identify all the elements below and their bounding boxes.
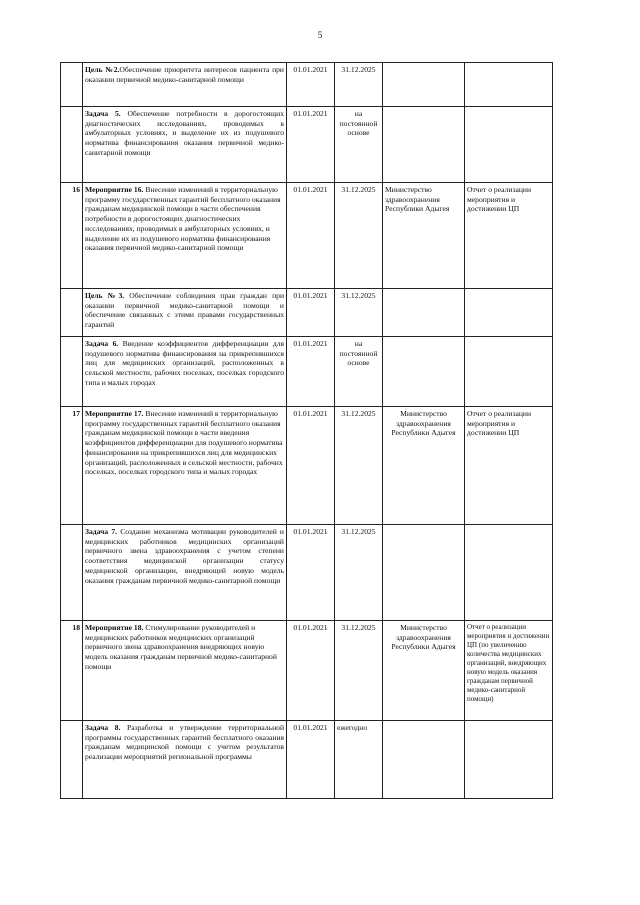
row-label: Задача 8. (85, 723, 121, 732)
result (465, 337, 553, 407)
end-date: 31.12.2025 (335, 183, 383, 289)
result (465, 107, 553, 183)
executor: Министерство здравоохранения Республики Адыгея (383, 183, 465, 289)
end-date: на постоянной основе (335, 337, 383, 407)
row-label: Мероприятие 16. (85, 185, 144, 194)
start-date: 01.01.2021 (287, 621, 335, 721)
executor (383, 337, 465, 407)
executor: Министерство здравоохранения Республики Адыгея (383, 407, 465, 525)
row-description (83, 721, 287, 799)
start-date: 01.01.2021 (287, 337, 335, 407)
row-description (83, 407, 287, 525)
row-number: 17 (61, 407, 83, 525)
row-text: Стимулирование руководителей и медицинских работников медицинских организаций первичного звена здравоохранения внедряющих новую модель оказания гражданам первичной медико-санитарной помощи (85, 623, 277, 671)
row-text: Обеспечение соблюдения прав граждан при оказании первичной медико-санитарной помощи и обеспечение связанных с этими правами государственных гарантий (85, 291, 285, 330)
row-label: Мероприятие 17. (85, 409, 144, 418)
row-description (83, 621, 287, 721)
row-number (61, 721, 83, 799)
row-label: Задача 7. (85, 527, 118, 536)
end-date: 31.12.2025 (335, 621, 383, 721)
row-number (61, 107, 83, 183)
row-text: Обеспечение потребности в дорогостоящих диагностических исследованиях, проводимых в амбулаторных условиях, и выделение их из подушевого норматива финансирования оказания первичной медико-санитарной помощи (85, 109, 285, 157)
row-label: Задача 6. (85, 339, 119, 348)
row-label: Цель №3. (85, 291, 125, 300)
table-row (61, 183, 553, 289)
row-description (83, 289, 287, 337)
executor (383, 525, 465, 621)
row-label: Цель №2. (85, 65, 120, 74)
row-text: Внесение изменений в территориальную программу государственных гарантий бесплатного оказания гражданам медицинской помощи в части введения коэффициентов дифференциации для подушевого норматива финансирования на прикрепившихся лиц для медицинских организаций, расположенных в сельской местности, рабочих поселках, поселках городского типа и малых городах (85, 409, 283, 477)
executor (383, 289, 465, 337)
row-text: Обеспечение приоритета интересов пациента при оказании первичной медико-санитарной помощи (85, 65, 284, 84)
table-row (61, 721, 553, 799)
start-date: 01.01.2021 (287, 63, 335, 107)
executor (383, 63, 465, 107)
end-date: ежегодно (335, 721, 383, 799)
table-row (61, 407, 553, 525)
row-label: Задача 5. (85, 109, 121, 118)
start-date: 01.01.2021 (287, 525, 335, 621)
row-number: 18 (61, 621, 83, 721)
start-date: 01.01.2021 (287, 721, 335, 799)
result (465, 289, 553, 337)
row-text: Введение коэффициентов дифференциации для подушевого норматива финансирования на прикрепившихся лиц для медицинских организаций, расположенных в сельской местности, рабочих поселках, поселках городского типа и малых городах (85, 339, 284, 387)
row-number: 16 (61, 183, 83, 289)
executor (383, 107, 465, 183)
row-description (83, 337, 287, 407)
table-row (61, 289, 553, 337)
result: Отчет о реализации мероприятия и достижении ЦП (465, 183, 553, 289)
row-number (61, 337, 83, 407)
start-date: 01.01.2021 (287, 289, 335, 337)
measures-table (60, 62, 553, 799)
page-number: 5 (317, 30, 323, 40)
row-description (83, 107, 287, 183)
row-description (83, 63, 287, 107)
row-description (83, 525, 287, 621)
result: Отчет о реализации мероприятия и достижении ЦП (по увеличению количества медицинских организаций, внедряющих новую модель оказания гражданам первичной медико-санитарной помощи) (465, 621, 553, 721)
result (465, 721, 553, 799)
end-date: 31.12.2025 (335, 289, 383, 337)
row-description (83, 183, 287, 289)
row-text: Разработка и утверждение территориальной программы государственных гарантий бесплатного оказания гражданам медицинской помощи с учетом результатов реализации мероприятий региональной программы (85, 723, 285, 762)
table-row (61, 337, 553, 407)
end-date: 31.12.2025 (335, 525, 383, 621)
table-row (61, 525, 553, 621)
end-date: на постоянной основе (335, 107, 383, 183)
row-number (61, 63, 83, 107)
result: Отчет о реализации мероприятия и достижении ЦП (465, 407, 553, 525)
end-date: 31.12.2025 (335, 407, 383, 525)
start-date: 01.01.2021 (287, 183, 335, 289)
end-date: 31.12.2025 (335, 63, 383, 107)
table-row (61, 107, 553, 183)
row-text: Создание механизма мотивации руководителей и медицинских работников медицинских организаций первичного звена здравоохранения с учетом степени соответствия медицинской организации статусу медицинской организации, внедряющей новую модель оказания гражданам первичной медико-санитарной помощи (85, 527, 284, 585)
table-row (61, 621, 553, 721)
result (465, 63, 553, 107)
start-date: 01.01.2021 (287, 107, 335, 183)
result (465, 525, 553, 621)
table-row (61, 63, 553, 107)
executor (383, 721, 465, 799)
row-text: Внесение изменений в территориальную программу государственных гарантий бесплатного оказания гражданам медицинской помощи в части обеспечения потребности в дорогостоящих диагностических исследованиях, проводимых в амбулаторных условиях, и выделение их из подушевого норматива финансирования оказания первичной медико-санитарной помощи (85, 185, 281, 253)
row-number (61, 525, 83, 621)
start-date: 01.01.2021 (287, 407, 335, 525)
row-number (61, 289, 83, 337)
row-label: Мероприятие 18. (85, 623, 144, 632)
executor: Министерство здравоохранения Республики Адыгея (383, 621, 465, 721)
